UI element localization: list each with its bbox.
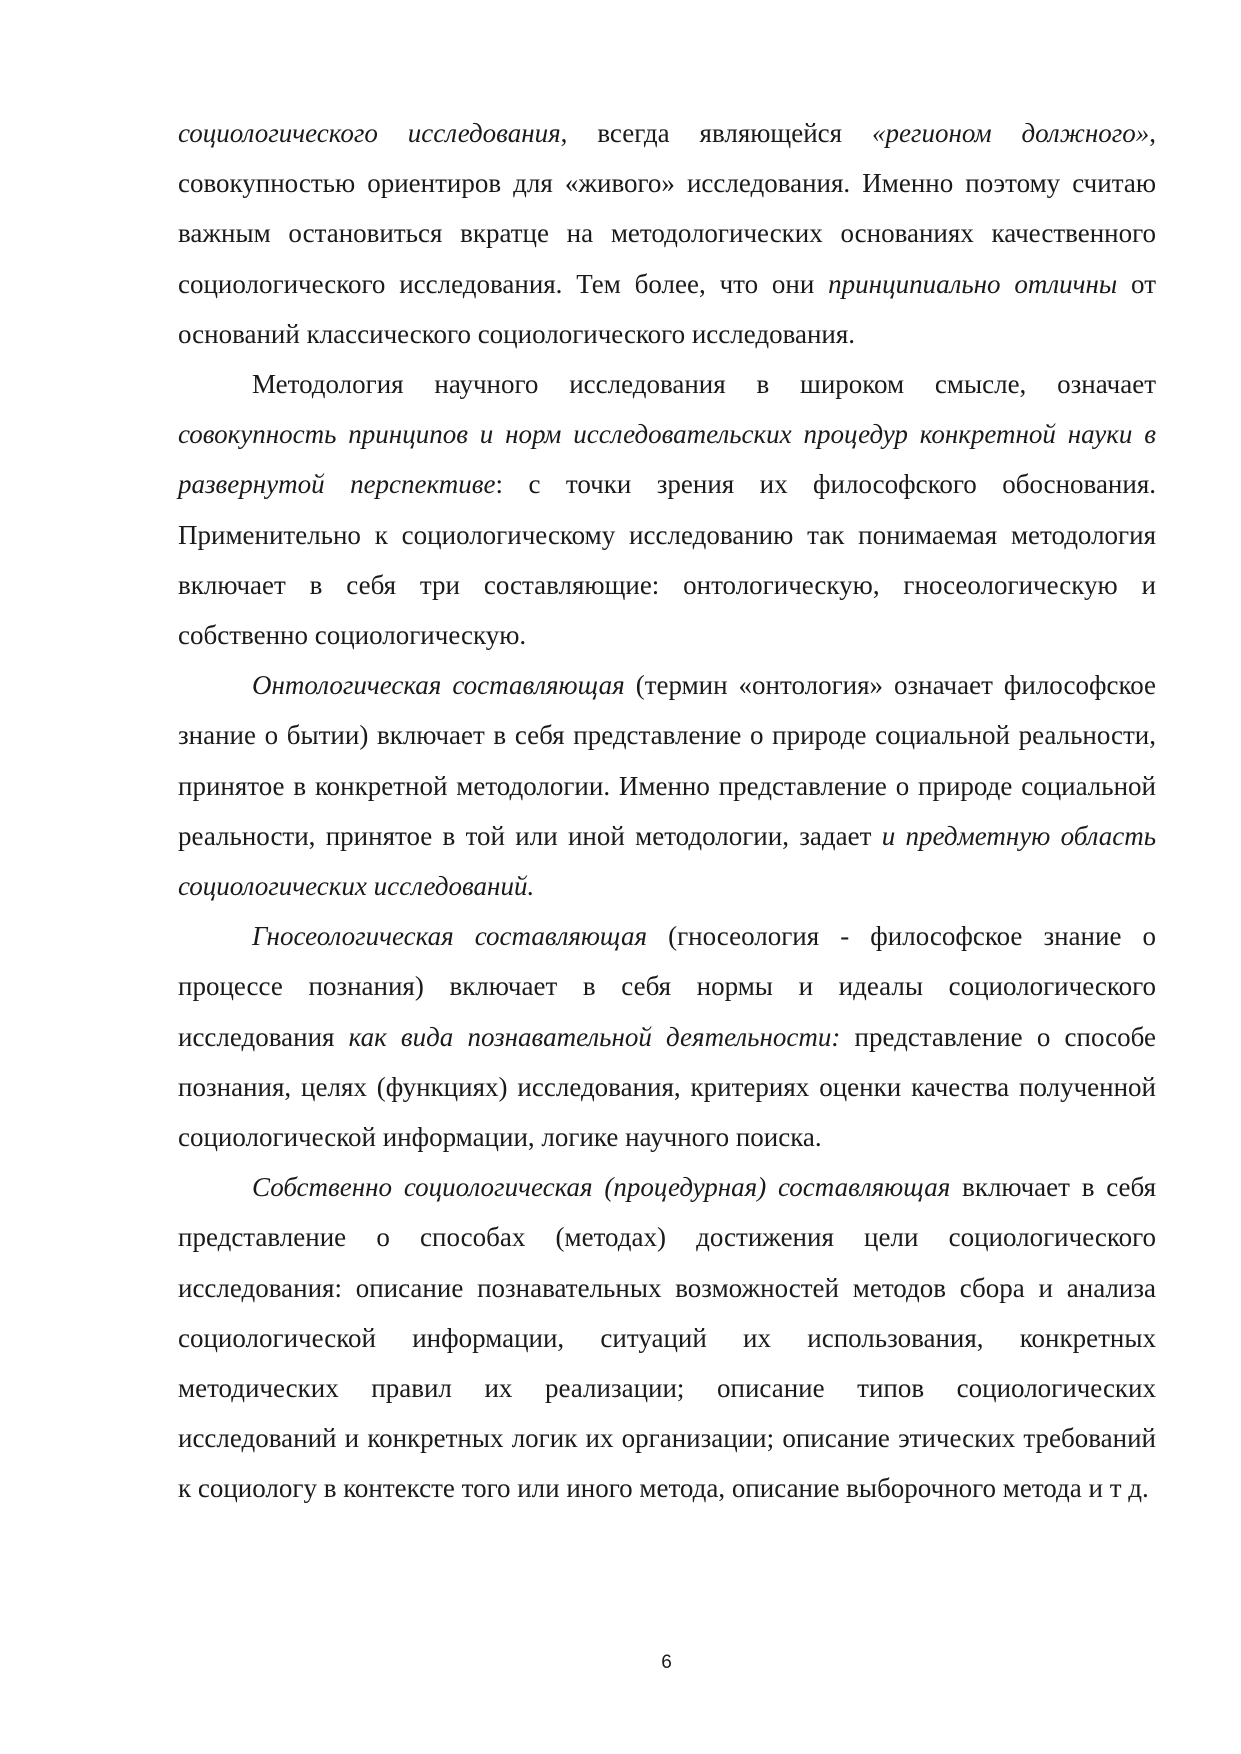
text-run: , всегда являющейся xyxy=(560,118,872,148)
text-run: Методология научного исследования в широком смысле, означает xyxy=(252,369,1156,400)
text-run: Гносеологическая составляющая xyxy=(252,921,648,952)
page-number: 6 xyxy=(661,1652,672,1673)
paragraph-1 xyxy=(178,108,1156,359)
text-run: как вида познавательной деятельности: xyxy=(348,1021,841,1052)
text-run: включает в себя представление о способах (методах) достижения цели социологического исследования: описание познавательных возможностей методов сбора и анализа социологической информации, ситуаций их использования, конкретных методических правил их реализации; описание типов социологических исследований и конкретных логик их организации; описание этических требований к социологу в контексте того или иного метода, описание выборочного метода и т д. xyxy=(178,1172,1157,1504)
text-run: (гносеология - философское знание о процессе познания) включает в себя нормы и идеалы социологического исследования xyxy=(178,921,1156,1052)
text-run: «регионом должного» xyxy=(871,118,1150,148)
text-run: принципиально отличны xyxy=(828,268,1118,299)
text-run: представление о способе познания, целях (функциях) исследования, критериях оценки качества полученной социологической информации, логике научного поиска. xyxy=(178,1021,1156,1153)
text-run: от оснований классического социологического исследования. xyxy=(178,268,1156,349)
text-run: совокупность принципов и норм исследовательских процедур конкретной науки в развернутой перспективе xyxy=(178,419,1156,500)
text-run: и предметную область социологических исследований. xyxy=(178,820,1156,902)
text-run: социологического исследования xyxy=(178,118,561,148)
paragraph-5 xyxy=(178,1162,1156,1513)
text-run: : с точки зрения их философского обоснования. Применительно к социологическому исследованию так понимаемая методология включает в себя три составляющие: онтологическую, гносеологическую и собственно социологическую. xyxy=(178,469,1156,651)
text-run: (термин «онтология» означает философское знание о бытии) включает в себя представление о природе социальной реальности, принятое в конкретной методологии. Именно представление о природе социальной реальности, принятое в той или иной методологии, задает xyxy=(178,670,1157,851)
text-run: , совокупностью ориентиров для «живого» исследования. Именно поэтому считаю важным остановиться вкратце на методологических основаниях качественного социологического исследования. Тем более, что они xyxy=(178,118,1156,299)
text-run: Собственно социологическая (процедурная) составляющая xyxy=(252,1172,951,1203)
page-body xyxy=(178,108,1156,1514)
paragraph-4 xyxy=(178,911,1156,1162)
text-run: Онтологическая составляющая xyxy=(252,670,625,701)
paragraph-2 xyxy=(178,359,1156,660)
paragraph-3 xyxy=(178,660,1156,911)
